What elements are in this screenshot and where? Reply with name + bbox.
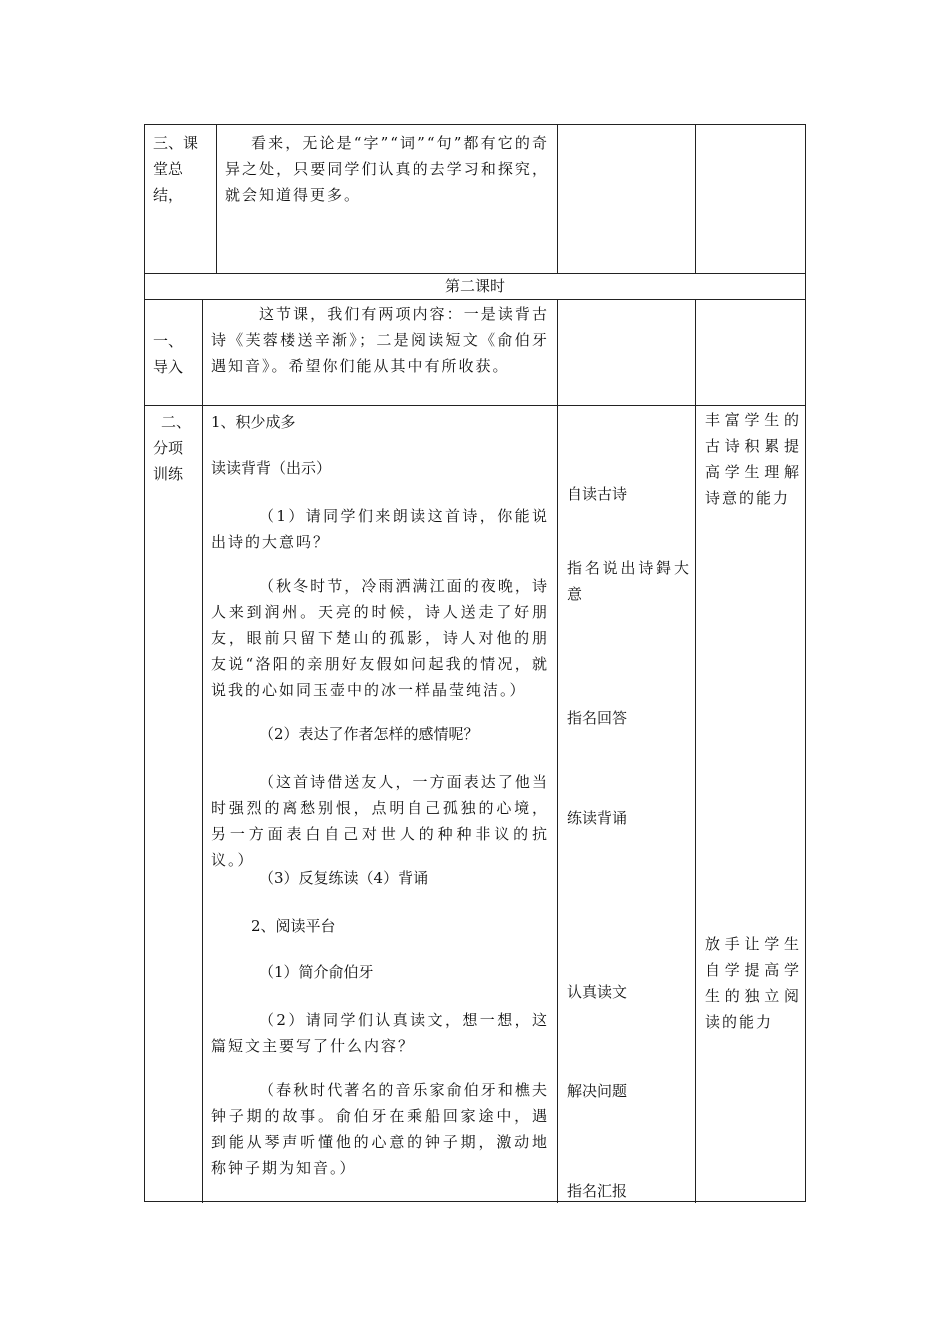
paragraph-heading: 2、阅读平台 [251, 917, 336, 935]
activity-item: 自读古诗 [567, 485, 628, 503]
section-label-summary: 三、课堂总结， [153, 134, 199, 204]
intent-item: 丰富学生的古诗积累提高学生理解诗意的能力 [705, 411, 801, 507]
paragraph: 读读背背（出示） [211, 459, 332, 477]
paragraph-question: （2）表达了作者怎样的感情呢？ [259, 725, 479, 743]
activity-item: 指名说出诗鍀大意 [567, 559, 691, 603]
lesson-period-title: 第二课时 [444, 277, 505, 295]
activity-item: 练读背诵 [567, 809, 628, 827]
column-divider [695, 299, 696, 1203]
column-divider [202, 299, 203, 1203]
activity-item: 指名汇报 [567, 1182, 628, 1200]
activity-item: 解决问题 [567, 1082, 628, 1100]
paragraph-question: （1）请同学们来朗读这首诗，你能说出诗的大意吗？ [211, 507, 549, 551]
paragraph: （3）反复练读（4）背诵 [259, 869, 429, 887]
activity-item: 认真读文 [567, 983, 628, 1001]
summary-text: 看来，无论是“字”“词”“句”都有它的奇异之处，只要同学们认真的去学习和探究，就会知道得更多。 [225, 134, 549, 204]
row-divider [145, 405, 805, 406]
paragraph: （1）简介俞伯牙 [259, 963, 374, 981]
paragraph-answer: （春秋时代著名的音乐家俞伯牙和樵夫钟子期的故事。俞伯牙在乘船回家途中，遇到能从琴声听懂他的心意的钟子期，激动地称钟子期为知音。） [211, 1081, 549, 1177]
column-divider [216, 125, 217, 273]
row-divider [145, 299, 805, 300]
paragraph-answer: （秋冬时节，冷雨洒满江面的夜晚，诗人来到润州。天亮的时候，诗人送走了好朋友，眼前只留下楚山的孤影，诗人对他的朋友说“洛阳的亲朋好友假如问起我的情况，就说我的心如同玉壶中的冰一样晶莹纯洁。） [211, 577, 549, 699]
paragraph-question: （2）请同学们认真读文，想一想，这篇短文主要写了什么内容？ [211, 1011, 549, 1055]
lesson-plan-table [144, 124, 806, 1202]
section-label-training: 二、分项训练 [153, 413, 192, 483]
column-divider [557, 299, 558, 1203]
activity-item: 指名回答 [567, 709, 628, 727]
column-divider [557, 125, 558, 273]
intent-item: 放手让学生自学提高学生的独立阅读的能力 [705, 935, 801, 1031]
paragraph-heading: 1、积少成多 [211, 413, 296, 431]
row-divider [145, 273, 805, 274]
section-label-intro: 一、导入 [153, 332, 184, 376]
paragraph-answer: （这首诗借送友人，一方面表达了他当时强烈的离愁别恨，点明自己孤独的心境，另一方面表白自己对世人的种种非议的抗议。） [211, 773, 549, 869]
intro-text: 这节课，我们有两项内容：一是读背古诗《芙蓉楼送辛渐》；二是阅读短文《俞伯牙遇知音》。希望你们能从其中有所收获。 [211, 305, 549, 375]
column-divider [695, 125, 696, 273]
